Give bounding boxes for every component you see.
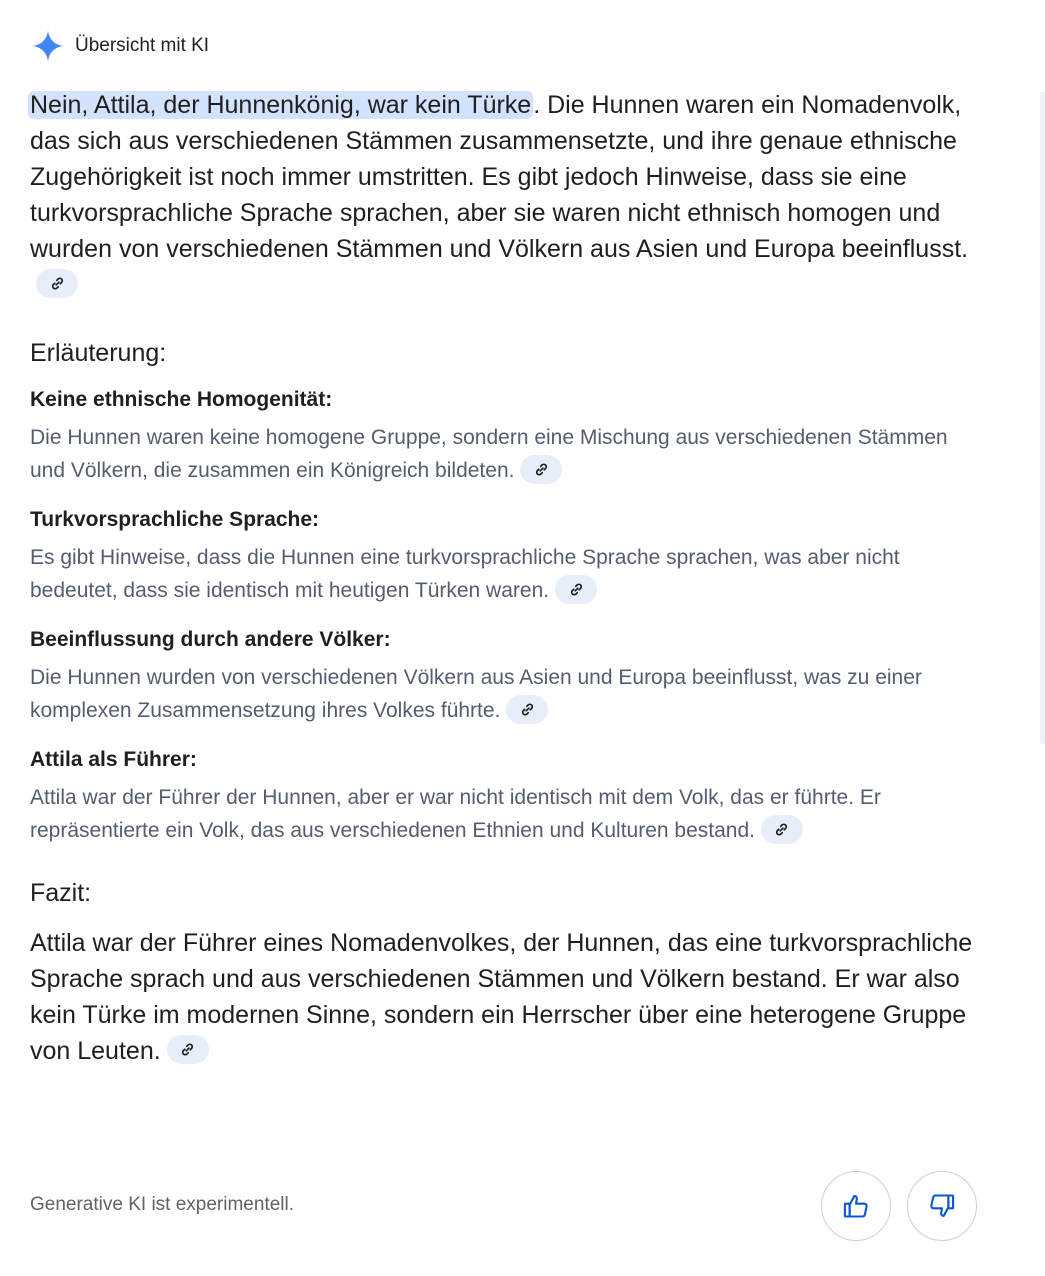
- ai-overview-title: Übersicht mit KI: [75, 35, 210, 56]
- source-link-button[interactable]: [506, 695, 548, 724]
- item-text: [30, 661, 980, 727]
- item-text: [30, 781, 980, 847]
- conclusion-text: [30, 925, 980, 1069]
- ai-overview-header: [31, 29, 209, 63]
- item-title: Turkvorsprachliche Sprache:: [30, 508, 320, 531]
- source-link-button[interactable]: [36, 269, 78, 298]
- conclusion-body: Attila war der Führer eines Nomadenvolkes, der Hunnen, das eine turkvorsprachliche Sprache sprach und aus verschiedenen Stämmen und Völkern bestand. Er war also kein Türke im modernen Sinne, sondern ein Herrscher über eine heterogene Gruppe von Leuten.: [30, 929, 973, 1065]
- explanation-heading: Erläuterung:: [30, 339, 167, 367]
- item-text-body: Attila war der Führer der Hunnen, aber er war nicht identisch mit dem Volk, das er führte. Er repräsentierte ein Volk, das aus verschiedenen Ethnien und Kulturen bestand.: [30, 786, 881, 842]
- link-icon: [774, 822, 789, 837]
- item-text-body: Es gibt Hinweise, dass die Hunnen eine turkvorsprachliche Sprache sprachen, was aber nicht bedeutet, dass sie identisch mit heutigen Türken waren.: [30, 546, 900, 602]
- answer-highlight[interactable]: Nein, Attila, der Hunnenkönig, war kein Türke: [30, 91, 532, 119]
- link-icon: [180, 1042, 195, 1057]
- explanation-item: [30, 385, 980, 487]
- answer-lead-text: . Die Hunnen waren ein Nomadenvolk, das sich aus verschiedenen Stämmen zusammensetzte, und ihre genaue ethnische Zugehörigkeit ist noch immer umstritten. Es gibt jedoch Hinweise, dass sie eine turkvorsprachliche Sprache sprachen, aber sie waren nicht ethnisch homogen und wurden von verschiedenen Stämmen und Völkern aus Asien und Europa beeinflusst.: [30, 91, 969, 263]
- sparkle-icon: [31, 29, 65, 63]
- disclaimer-text: Generative KI ist experimentell.: [30, 1194, 295, 1215]
- thumbs-up-icon: [842, 1192, 870, 1220]
- link-icon: [534, 462, 549, 477]
- source-link-button[interactable]: [761, 815, 803, 844]
- item-text-body: Die Hunnen wurden von verschiedenen Völkern aus Asien und Europa beeinflusst, was zu einer komplexen Zusammensetzung ihres Volkes führte.: [30, 666, 922, 722]
- item-title: Beeinflussung durch andere Völker:: [30, 628, 391, 651]
- ai-overview-content: [30, 87, 980, 1069]
- source-link-button[interactable]: [520, 455, 562, 484]
- explanation-item: [30, 505, 980, 607]
- item-text-body: Die Hunnen waren keine homogene Gruppe, sondern eine Mischung aus verschiedenen Stämmen und Völkern, die zusammen ein Königreich bildeten.: [30, 426, 948, 482]
- conclusion-heading: Fazit:: [30, 879, 92, 907]
- item-text: [30, 541, 980, 607]
- thumbs-down-button[interactable]: [907, 1171, 977, 1241]
- item-title: Keine ethnische Homogenität:: [30, 388, 333, 411]
- explanation-item: [30, 625, 980, 727]
- thumbs-down-icon: [928, 1192, 956, 1220]
- link-icon: [50, 276, 65, 291]
- thumbs-up-button[interactable]: [821, 1171, 891, 1241]
- item-text: [30, 421, 980, 487]
- explanation-item: [30, 745, 980, 847]
- item-title: Attila als Führer:: [30, 748, 197, 771]
- source-link-button[interactable]: [555, 575, 597, 604]
- scrollbar-edge[interactable]: [1040, 92, 1045, 744]
- link-icon: [569, 582, 584, 597]
- answer-lead: [30, 87, 980, 303]
- link-icon: [520, 702, 535, 717]
- source-link-button[interactable]: [167, 1035, 209, 1064]
